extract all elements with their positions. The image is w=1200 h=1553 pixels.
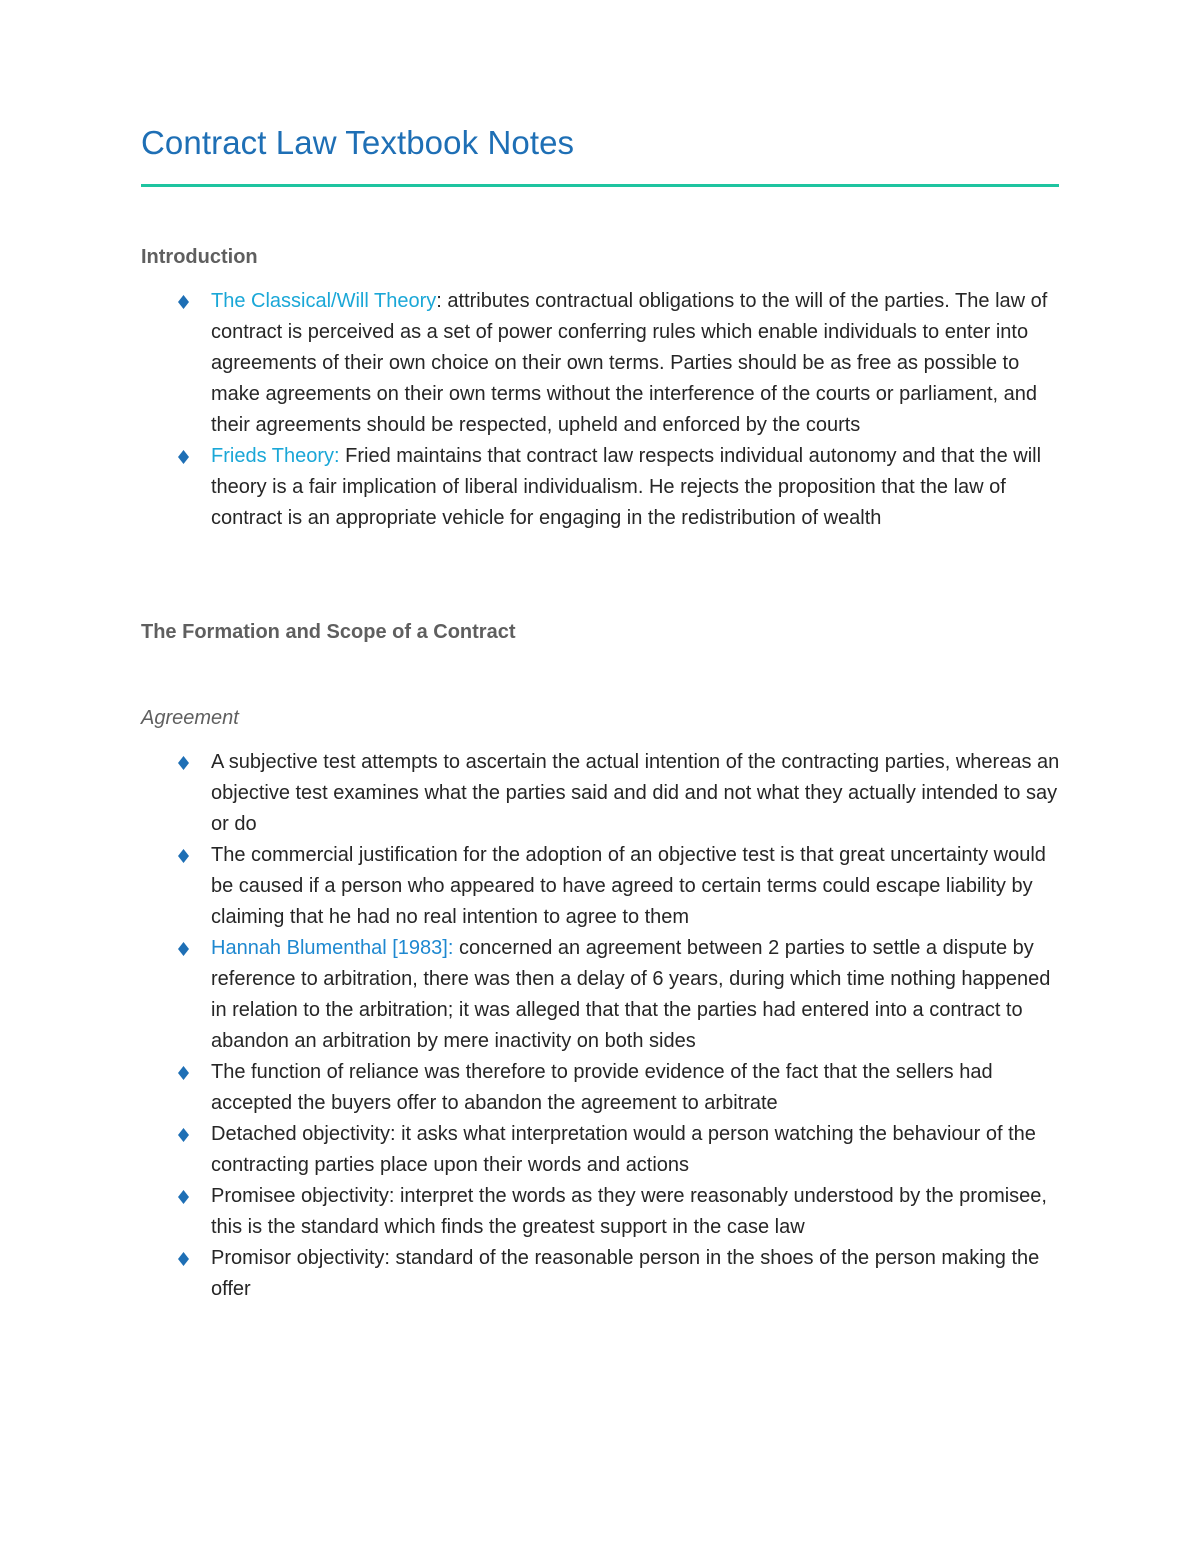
term-label: The Classical/Will Theory	[211, 290, 437, 312]
list-item	[141, 1119, 1060, 1181]
item-text: Detached objectivity: it asks what interpretation would a person watching the behaviour of the contracting parties place upon their words and actions	[211, 1123, 1036, 1176]
term-label: Frieds Theory:	[211, 445, 340, 467]
list-item	[141, 840, 1060, 933]
list-item	[141, 286, 1060, 441]
item-text: The commercial justification for the adoption of an objective test is that great uncertainty would be caused if a person who appeared to have agreed to certain terms could escape liability by claiming that he had no real intention to agree to them	[211, 844, 1046, 928]
diamond-bullet-icon	[178, 849, 189, 863]
item-text: Promisee objectivity: interpret the words as they were reasonably understood by the promisee, this is the standard which finds the greatest support in the case law	[211, 1185, 1047, 1238]
item-text: Fried maintains that contract law respects individual autonomy and that the will theory is a fair implication of liberal individualism. He rejects the proposition that the law of contract is an appropriate vehicle for engaging in the redistribution of wealth	[211, 445, 1042, 529]
item-text: The function of reliance was therefore to provide evidence of the fact that the sellers had accepted the buyers offer to abandon the agreement to arbitrate	[211, 1061, 993, 1114]
introduction-list	[141, 286, 1060, 534]
section-heading-formation: The Formation and Scope of a Contract	[141, 621, 516, 643]
subheading-agreement: Agreement	[141, 707, 239, 729]
agreement-list	[141, 747, 1060, 1305]
case-citation: Hannah Blumenthal [1983]:	[211, 937, 454, 959]
item-text: concerned an agreement between 2 parties to settle a dispute by reference to arbitration, there was then a delay of 6 years, during which time nothing happened in relation to the arbitration; it was alleged that that the parties had entered into a contract to abandon an arbitration by mere inactivity on both sides	[211, 937, 1051, 1052]
list-item	[141, 441, 1060, 534]
item-text: : attributes contractual obligations to the will of the parties. The law of contract is perceived as a set of power conferring rules which enable individuals to enter into agreements of their own choice on their own terms. Parties should be as free as possible to make agreements on their own terms without the interference of the courts or parliament, and their agreements should be respected, upheld and enforced by the courts	[211, 290, 1048, 436]
title-divider	[141, 184, 1059, 187]
item-text: A subjective test attempts to ascertain the actual intention of the contracting parties, whereas an objective test examines what the parties said and did and not what they actually intended to say or do	[211, 751, 1060, 835]
diamond-bullet-icon	[178, 942, 189, 956]
diamond-bullet-icon	[178, 1066, 189, 1080]
diamond-bullet-icon	[178, 450, 189, 464]
list-item	[141, 1181, 1060, 1243]
diamond-bullet-icon	[178, 756, 189, 770]
diamond-bullet-icon	[178, 1128, 189, 1142]
list-item	[141, 933, 1060, 1057]
document-title: Contract Law Textbook Notes	[141, 124, 575, 161]
diamond-bullet-icon	[178, 1190, 189, 1204]
list-item	[141, 747, 1060, 840]
list-item	[141, 1243, 1060, 1305]
diamond-bullet-icon	[178, 1252, 189, 1266]
list-item	[141, 1057, 1060, 1119]
section-heading-introduction: Introduction	[141, 246, 258, 268]
item-text: Promisor objectivity: standard of the reasonable person in the shoes of the person making the offer	[211, 1247, 1040, 1300]
diamond-bullet-icon	[178, 295, 189, 309]
